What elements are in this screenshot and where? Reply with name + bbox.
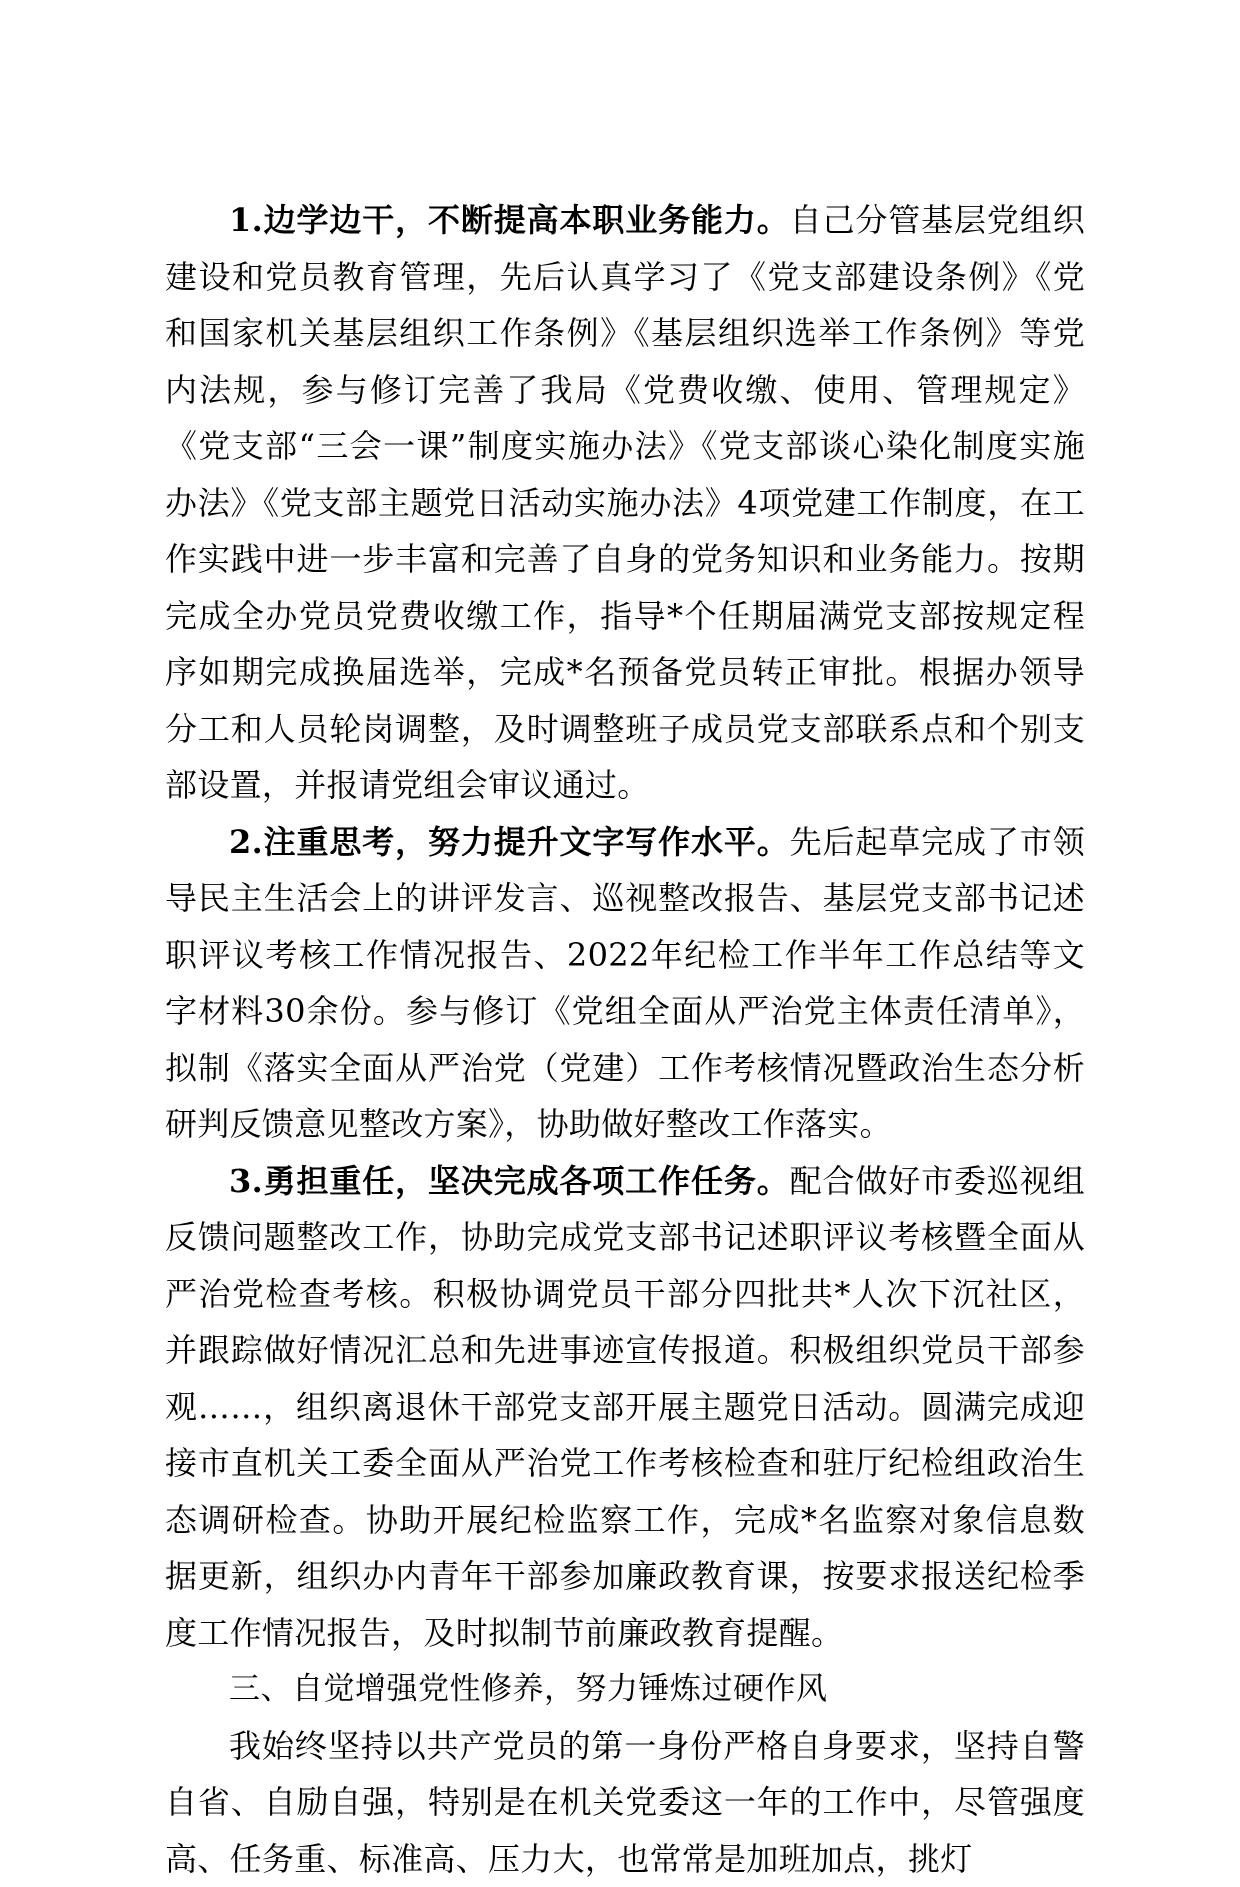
document-body [165,192,1085,1887]
paragraph-1 [165,192,1085,814]
paragraph-1-text: 自己分管基层党组织建设和党员教育管理，先后认真学习了《党支部建设条例》《党和国家机关基层组织工作条例》《基层组织选举工作条例》等党内法规，参与修订完善了我局《党费收缴、使用、管理规定》《党支部“三会一课”制度实施办法》《党支部谈心染化制度实施办法》《党支部主题党日活动实施办法》4项党建工作制度，在工作实践中进一步丰富和完善了自身的党务知识和业务能力。按期完成全办党员党费收缴工作，指导*个任期届满党支部按规定程序如期完成换届选举，完成*名预备党员转正审批。根据办领导分工和人员轮岗调整，及时调整班子成员党支部联系点和个别支部设置，并报请党组会审议通过。 [165,201,1085,804]
paragraph-2 [165,814,1085,1153]
paragraph-2-lead: 2.注重思考，努力提升文字写作水平。 [229,823,790,861]
paragraph-3-text: 配合做好市委巡视组反馈问题整改工作，协助完成党支部书记述职评议考核暨全面从严治党检查考核。积极协调党员干部分四批共*人次下沉社区，并跟踪做好情况汇总和先进事迹宣传报道。积极组织党员干部参观……，组织离退休干部党支部开展主题党日活动。圆满完成迎接市直机关工委全面从严治党工作考核检查和驻厅纪检组政治生态调研检查。协助开展纪检监察工作，完成*名监察对象信息数据更新，组织办内青年干部参加廉政教育课，按要求报送纪检季度工作情况报告，及时拟制节前廉政教育提醒。 [165,1162,1085,1652]
section-heading: 三、自觉增强党性修养，努力锤炼过硬作风 [165,1661,1085,1718]
paragraph-2-text: 先后起草完成了市领导民主生活会上的讲评发言、巡视整改报告、基层党支部书记述职评议考核工作情况报告、2022年纪检工作半年工作总结等文字材料30余份。参与修订《党组全面从严治党主体责任清单》，拟制《落实全面从严治党（党建）工作考核情况暨政治生态分析研判反馈意见整改方案》，协助做好整改工作落实。 [165,823,1085,1144]
paragraph-3 [165,1153,1085,1662]
paragraph-1-lead: 1.边学边干，不断提高本职业务能力。 [229,201,790,239]
paragraph-3-lead: 3.勇担重任，坚决完成各项工作任务。 [229,1162,790,1200]
closing-paragraph: 我始终坚持以共产党员的第一身份严格自身要求，坚持自警自省、自励自强，特别是在机关党委这一年的工作中，尽管强度高、任务重、标准高、压力大，也常常是加班加点，挑灯 [165,1718,1085,1887]
